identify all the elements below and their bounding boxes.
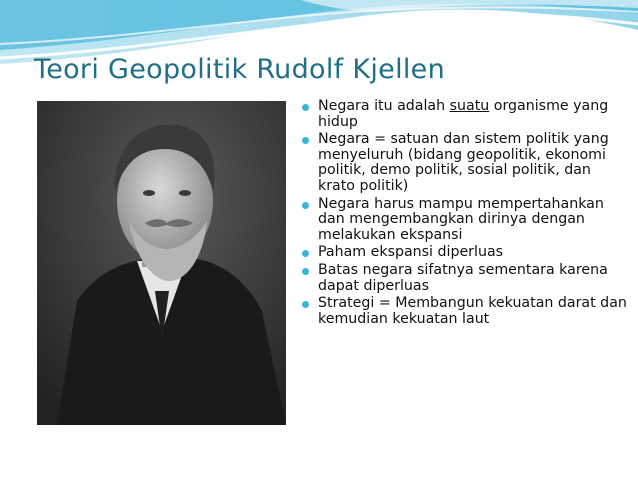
bullet-dot-icon (302, 202, 309, 209)
underlined-word: suatu (449, 98, 490, 114)
slide-title: Teori Geopolitik Rudolf Kjellen (34, 54, 445, 85)
bullet-item: Negara = satuan dan sistem politik yang menyeluruh (bidang geopolitik, ekonomi politik, demo politik, sosial politik, dan krato politik) (300, 132, 630, 194)
bullet-list (300, 99, 630, 329)
bullet-item: Batas negara sifatnya sementara karena dapat diperluas (300, 263, 630, 294)
bullet-dot-icon (302, 250, 309, 257)
bullet-item: Negara itu adalah suatu organisme yang hidup (300, 99, 630, 130)
bullet-item: Paham ekspansi diperluas (300, 245, 630, 261)
bullet-dot-icon (302, 301, 309, 308)
bullet-item: Strategi = Membangun kekuatan darat dan kemudian kekuatan laut (300, 296, 630, 327)
bullet-item: Negara harus mampu mempertahankan dan mengembangkan dirinya dengan melakukan ekspansi (300, 197, 630, 244)
bullet-dot-icon (302, 104, 309, 111)
bullet-dot-icon (302, 268, 309, 275)
portrait-photo (37, 101, 286, 425)
bullet-dot-icon (302, 137, 309, 144)
